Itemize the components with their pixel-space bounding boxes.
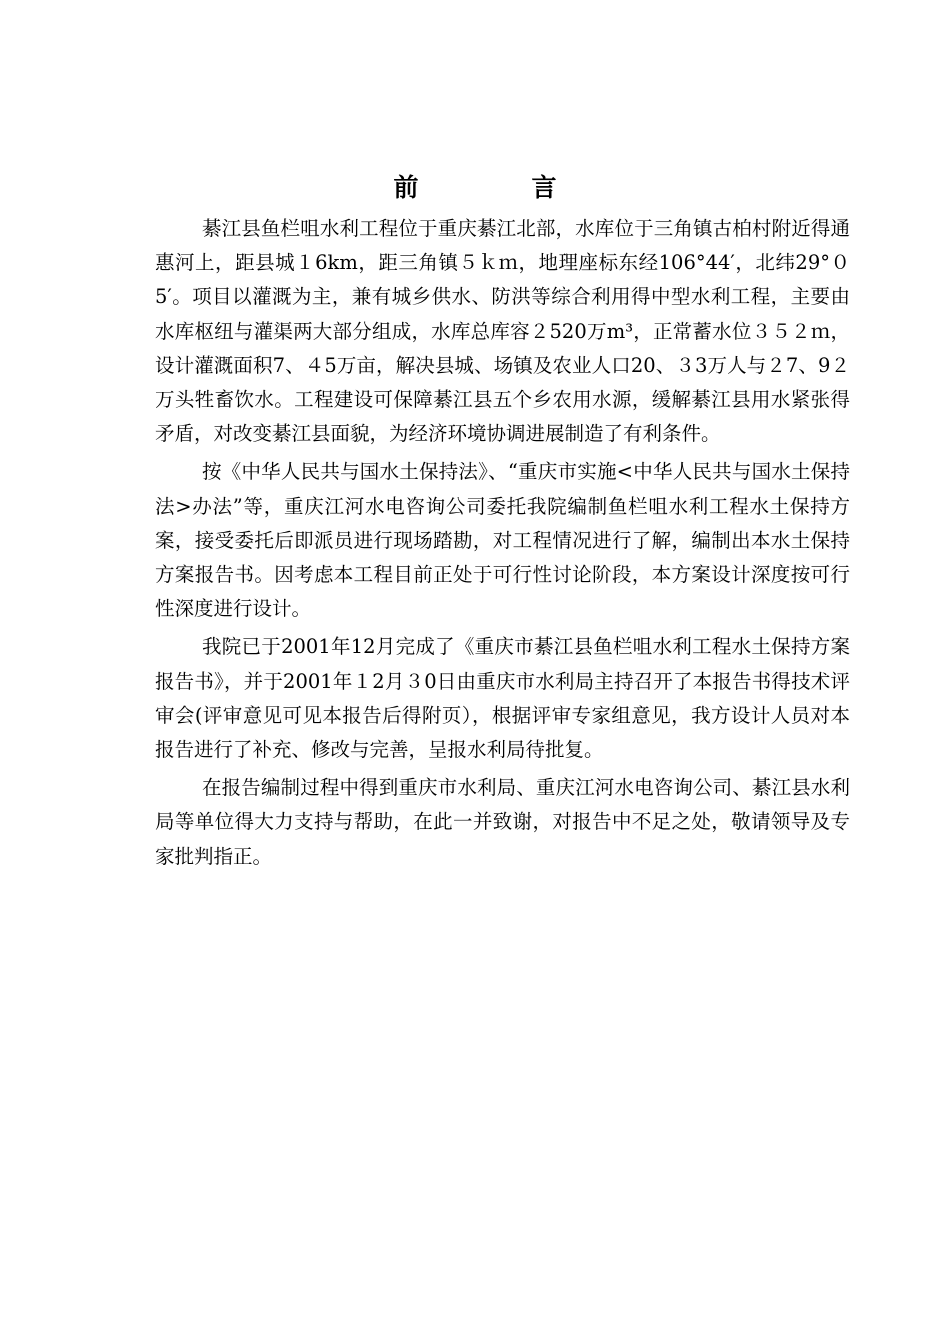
paragraph-review: 我院已于2001年12月完成了《重庆市綦江县鱼栏咀水利工程水土保持方案报告书》，并于2001年１2月３0日由重庆市水利局主持召开了本报告书得技术评审会(评审意见可见本报告后得附页），根据评审专家组意见，我方设计人员对本报告进行了补充、修改与完善，呈报水利局待批复。 [155,635,850,762]
document-body [155,212,850,874]
paragraph-commission: 按《中华人民共与国水土保持法》、“重庆市实施<中华人民共与国水土保持法>办法”等，重庆江河水电咨询公司委托我院编制鱼栏咀水利工程水土保持方案，接受委托后即派员进行现场踏勘，对工程情况进行了解，编制出本水土保持方案报告书。因考虑本工程目前正处于可行性讨论阶段，本方案设计深度按可行性深度进行设计。 [155,460,850,621]
page-title: 前 言 [393,173,601,202]
paragraph-project-overview: 綦江县鱼栏咀水利工程位于重庆綦江北部，水库位于三角镇古柏村附近得通惠河上，距县城１6km，距三角镇５ｋｍ，地理座标东经106°44′，北纬29°０5′。项目以灌溉为主，兼有城乡供水、防洪等综合利用得中型水利工程，主要由水库枢纽与灌渠两大部分组成，水库总库容２520万m³，正常蓄水位３５２ｍ，设计灌溉面积7、４5万亩，解决县城、场镇及农业人口20、３3万人与２7、9２万头牲畜饮水。工程建设可保障綦江县五个乡农用水源，缓解綦江县用水紧张得矛盾，对改变綦江县面貌，为经济环境协调进展制造了有利条件。 [155,217,850,446]
paragraph-acknowledgement: 在报告编制过程中得到重庆市水利局、重庆江河水电咨询公司、綦江县水利局等单位得大力支持与帮助，在此一并致谢，对报告中不足之处，敬请领导及专家批判指正。 [155,776,850,868]
